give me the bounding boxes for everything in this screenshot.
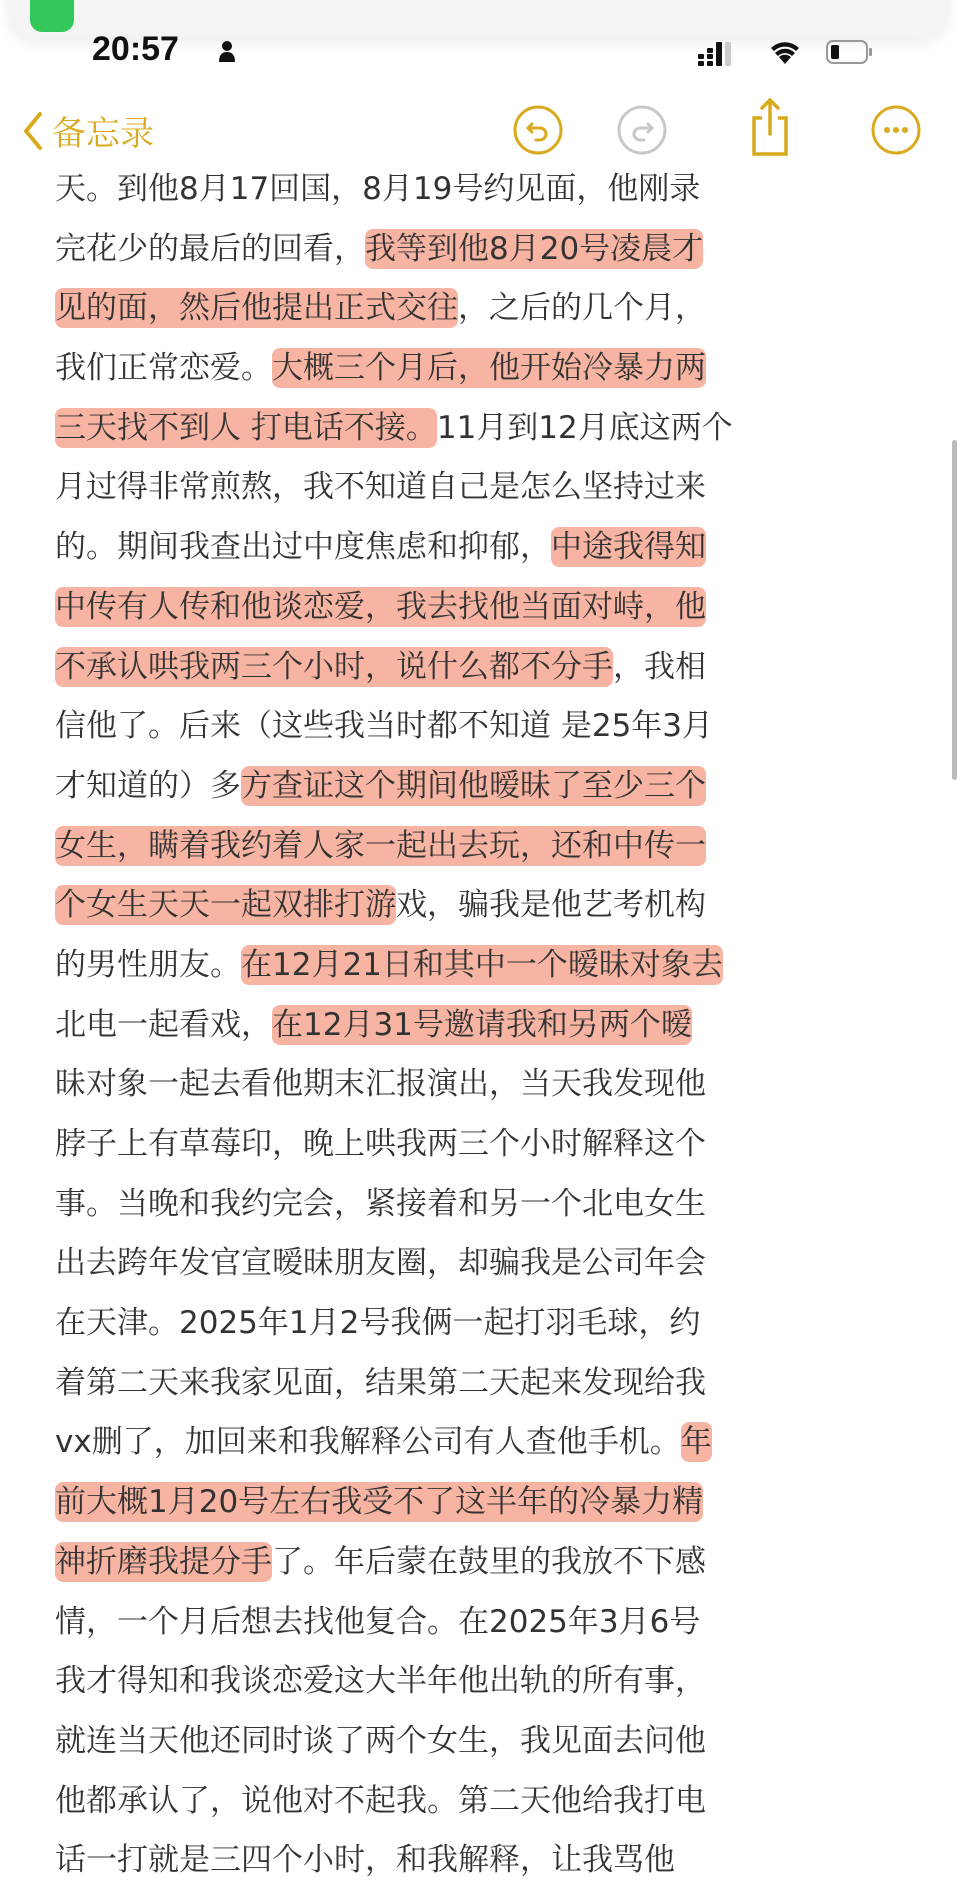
- highlighted-text: 见的面，然后他提出正式交往: [55, 290, 458, 327]
- note-text: 信他了。后来（这些我当时都不知道 是25年3月: [55, 708, 714, 745]
- note-text: 脖子上有草莓印，晚上哄我两三个小时解释这个: [55, 1126, 706, 1162]
- note-text: 我们正常恋爱。: [55, 350, 272, 387]
- highlighted-text: 个女生天天一起双排打游: [55, 887, 396, 924]
- note-line: [55, 1652, 733, 1712]
- note-text: 天。到他8月17回国，8月19号约见面，他刚录: [55, 171, 701, 207]
- note-line: [55, 279, 733, 339]
- highlighted-text: 我等到他8月20号凌晨才: [365, 230, 704, 267]
- note-line: [55, 817, 733, 877]
- note-line: [55, 1413, 733, 1473]
- share-icon[interactable]: [744, 96, 796, 158]
- note-line: [55, 339, 733, 399]
- note-line: [55, 638, 733, 698]
- note-line: [55, 1055, 733, 1115]
- note-line: [55, 1294, 733, 1354]
- highlighted-text: 大概三个月后，他开始冷暴力两: [272, 350, 706, 387]
- note-text: ，之后的几个月，: [458, 290, 706, 327]
- note-text: 就连当天他还同时谈了两个女生，我见面去问他: [55, 1722, 706, 1759]
- highlighted-text: 年: [680, 1424, 712, 1461]
- note-text: 了。年后蒙在鼓里的我放不下感: [272, 1543, 706, 1580]
- note-text: 情，一个月后想去找他复合。在2025年3月6号: [55, 1603, 701, 1640]
- note-line: [55, 1593, 733, 1653]
- note-line: [55, 518, 733, 578]
- note-text: 他都承认了，说他对不起我。第二天他给我打电: [55, 1782, 706, 1819]
- note-line: [55, 1712, 733, 1772]
- note-line: [55, 996, 733, 1056]
- note-line: [55, 936, 733, 996]
- highlighted-text: 方查证这个期间他暧昧了至少三个: [241, 767, 706, 804]
- note-line: [55, 876, 733, 936]
- highlighted-text: 在12月31号邀请我和另两个暧: [272, 1006, 692, 1043]
- highlighted-text: 神折磨我提分手: [55, 1543, 272, 1580]
- note-line: [55, 1772, 733, 1832]
- highlighted-text: 中传有人传和他谈恋爱，我去找他当面对峙，他: [55, 588, 706, 625]
- note-line: [55, 220, 733, 280]
- note-line: [55, 1115, 733, 1175]
- note-line: [55, 578, 733, 638]
- highlighted-text: 在12月21日和其中一个暧昧对象去: [241, 946, 723, 983]
- highlighted-text: 前大概1月20号左右我受不了这半年的冷暴力精: [55, 1484, 704, 1521]
- note-text: ，我相: [613, 648, 706, 685]
- undo-icon[interactable]: [512, 104, 564, 156]
- highlighted-text: 女生，瞒着我约着人家一起出去玩，还和中传一: [55, 827, 706, 864]
- battery-icon: [826, 40, 874, 64]
- highlighted-text: 三天找不到人 打电话不接。: [55, 409, 437, 446]
- scrollbar[interactable]: [952, 440, 957, 780]
- note-line: [55, 1354, 733, 1414]
- note-text: 才知道的）多: [55, 767, 241, 804]
- note-line: [55, 757, 733, 817]
- back-label: 备忘录: [52, 114, 154, 154]
- back-button[interactable]: [22, 106, 154, 155]
- person-icon: [218, 40, 236, 62]
- note-line: [55, 160, 733, 220]
- note-text: 北电一起看戏，: [55, 1006, 272, 1043]
- note-line: [55, 697, 733, 757]
- more-icon[interactable]: [870, 104, 922, 156]
- highlighted-text: 不承认哄我两三个小时，说什么都不分手: [55, 648, 613, 685]
- redo-icon[interactable]: [616, 104, 668, 156]
- note-text: 完花少的最后的回看，: [55, 230, 365, 267]
- note-text: 我才得知和我谈恋爱这大半年他出轨的所有事，: [55, 1663, 706, 1700]
- note-text: 事。当晚和我约完会，紧接着和另一个北电女生: [55, 1185, 706, 1222]
- wifi-icon: [770, 38, 800, 64]
- cellular-signal-icon: [698, 42, 734, 66]
- note-text: 着第二天来我家见面，结果第二天起来发现给我: [55, 1364, 706, 1401]
- highlighted-text: 中途我得知: [551, 529, 706, 566]
- chevron-left-icon: [22, 111, 44, 151]
- note-text: 的男性朋友。: [55, 946, 241, 983]
- note-text: 在天津。2025年1月2号我俩一起打羽毛球，约: [55, 1305, 701, 1342]
- note-line: [55, 1831, 733, 1891]
- app-icon: [30, 0, 74, 32]
- note-text: 11月到12月底这两个: [436, 409, 733, 446]
- note-body[interactable]: [55, 160, 733, 1891]
- status-time: 20:57: [92, 30, 179, 68]
- note-line: [55, 1473, 733, 1533]
- note-text: 话一打就是三四个小时，和我解释，让我骂他: [55, 1842, 675, 1879]
- note-line: [55, 399, 733, 459]
- note-line: [55, 1234, 733, 1294]
- note-text: 昧对象一起去看他期末汇报演出，当天我发现他: [55, 1066, 706, 1103]
- note-line: [55, 1533, 733, 1593]
- note-line: [55, 1175, 733, 1235]
- note-text: 戏，骗我是他艺考机构: [396, 887, 706, 924]
- note-text: vx删了，加回来和我解释公司有人查他手机。: [55, 1424, 681, 1461]
- note-text: 的。期间我查出过中度焦虑和抑郁，: [55, 529, 551, 566]
- status-bar: [0, 30, 960, 70]
- note-line: [55, 458, 733, 518]
- note-text: 出去跨年发官宣暧昧朋友圈，却骗我是公司年会: [55, 1245, 706, 1282]
- note-text: 月过得非常煎熬，我不知道自己是怎么坚持过来: [55, 469, 706, 506]
